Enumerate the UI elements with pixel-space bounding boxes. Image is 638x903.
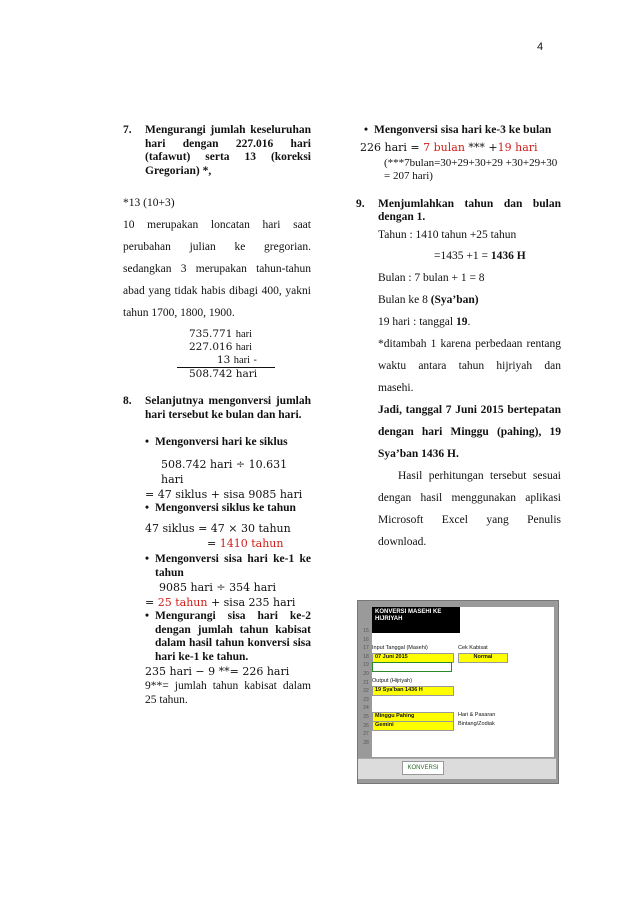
sheet-tab-konversi[interactable]: KONVERSI: [402, 761, 444, 775]
sub-value-1: 735.771: [189, 328, 233, 340]
bullet-dot-icon: •: [364, 124, 369, 136]
note-star: *13 (10+3): [123, 197, 175, 209]
row-number: 28: [363, 739, 369, 746]
bullet-dot-icon: •: [145, 610, 150, 622]
row-numbers: [360, 627, 372, 747]
row-number: 25: [363, 713, 369, 720]
page-number: 4: [537, 41, 544, 53]
bullet-text: Mengonversi hari ke siklus: [155, 436, 288, 448]
spreadsheet: [363, 607, 554, 757]
sheet-tab-bar: [358, 758, 556, 779]
bullet-dot-icon: •: [145, 436, 150, 448]
year-line: Tahun : 1410 tahun +25 tahun: [378, 228, 517, 241]
day-bold: 19: [455, 315, 468, 328]
math-expression: + sisa 235 hari: [207, 596, 296, 609]
unit: hari: [235, 342, 253, 353]
month-note: (***7bulan=30+29+30+29 +30+29+30 = 207 hari): [384, 156, 558, 182]
day-post: .: [467, 315, 471, 328]
row-number: 17: [363, 645, 369, 652]
row-number: 27: [363, 731, 369, 738]
math-expression: 235 hari − 9 **= 226 hari: [145, 665, 290, 678]
math-red-result: 7 bulan: [423, 140, 465, 154]
section-number: 8.: [123, 395, 132, 407]
row-number: 20: [363, 670, 369, 677]
math-line: [145, 521, 311, 551]
section-9-heading: [356, 198, 561, 225]
bullet-dot-icon: •: [145, 501, 150, 514]
day-label: Hari & Pasaran: [458, 712, 496, 718]
selected-cell[interactable]: [372, 662, 452, 672]
excel-screenshot: [357, 600, 559, 784]
bullet-item: [145, 610, 311, 664]
conclusion: Jadi, tanggal 7 Juni 2015 bertepatan dengan hari Minggu (pahing), 19 Sya’ban 1436 H.: [378, 403, 561, 460]
leap-label: Cek Kabisat: [458, 645, 488, 651]
unit: hari: [235, 329, 253, 340]
leap-value-cell: Normal: [458, 653, 508, 663]
section-number: 7.: [123, 124, 132, 136]
month-line: Bulan : 7 bulan + 1 = 8: [378, 271, 485, 284]
subtraction-result: 508.742 hari: [189, 368, 258, 380]
input-value-cell[interactable]: 07 Juni 2015: [372, 653, 454, 663]
math-red-result: 19 hari: [497, 140, 538, 154]
math-eq: =: [207, 537, 220, 550]
math-expression: 9085 hari ÷ 354 hari: [159, 581, 277, 594]
minus-sign: -: [253, 354, 257, 366]
row-number: 21: [363, 679, 369, 686]
bullet-text: Mengonversi sisa hari ke-1 ke tahun: [155, 553, 311, 579]
section-number: 9.: [356, 197, 365, 210]
sub-value-2: 227.016: [189, 341, 233, 353]
row-number: 22: [363, 688, 369, 695]
row-number: 15: [363, 628, 369, 634]
month-k: Bulan ke 8: [378, 293, 431, 306]
zodiac-label: Bintang/Zodiak: [458, 721, 495, 727]
row-number: 24: [363, 705, 369, 712]
math-line: [360, 140, 561, 155]
math-line: [145, 580, 311, 610]
result-text: Hasil perhitungan tersebut sesuai dengan hasil menggunakan aplikasi Microsoft Excel yang Penulis download.: [378, 469, 561, 548]
math-expression: = 47 siklus + sisa 9085 hari: [145, 487, 303, 501]
math-expression: 508.742 hari ÷ 10.631 hari: [161, 457, 288, 486]
math-line: [145, 664, 311, 707]
subtraction-block: [189, 328, 275, 381]
math-eq: =: [145, 596, 158, 609]
note-text: 10 merupakan loncatan hari saat perubahan julian ke gregorian. sedangkan 3 merupakan tahun-tahun abad yang tidak habis dibagi 400, yakni tahun 1700, 1800, 1900.: [123, 219, 311, 319]
section-title: Selanjutnya mengonversi jumlah hari tersebut ke bulan dan hari.: [145, 395, 311, 421]
left-column: [123, 124, 311, 707]
section-title: Mengurangi jumlah keseluruhan hari dengan 227.016 hari (tafawut) serta 13 (koreksi Gregorian) *,: [145, 124, 311, 177]
section-title: Menjumlahkan tahun dan bulan dengan 1.: [378, 197, 561, 223]
day-line: 19 hari : tanggal: [378, 315, 456, 328]
unit: hari: [233, 355, 251, 366]
bullet-item: [145, 553, 311, 580]
input-label: Input Tanggal (Masehi): [372, 645, 428, 651]
zodiac-value-cell: Gemini: [372, 721, 454, 731]
bullet-item: [145, 502, 311, 516]
math-expression: *** +: [464, 140, 498, 154]
row-number: 26: [363, 722, 369, 729]
bullet-item: [364, 124, 561, 138]
row-number: 16: [363, 636, 369, 643]
sub-value-3: 13: [217, 354, 231, 366]
sheet-title: KONVERSI MASEHI KE HIJRIYAH: [372, 607, 460, 633]
section-7-heading: [123, 124, 311, 178]
section-8-heading: [123, 395, 311, 422]
year-result-bold: 1436 H: [490, 249, 526, 262]
math-line: [145, 457, 311, 502]
bullet-text: Mengurangi sisa hari ke-2 dengan jumlah tahun kabisat dalam hasil tahun konversi sisa hari ke-1 ke tahun.: [155, 610, 311, 663]
footnote: 9**= jumlah tahun kabisat dalam 25 tahun.: [145, 680, 311, 706]
row-number: 19: [363, 662, 369, 669]
bullet-text: Mengonversi siklus ke tahun: [155, 501, 296, 514]
bullet-text: Mengonversi sisa hari ke-3 ke bulan: [374, 124, 552, 136]
bullet-item: [145, 436, 311, 450]
output-label: Output (Hijriyah): [372, 678, 413, 684]
math-expression: 47 siklus = 47 × 30 tahun: [145, 522, 291, 535]
row-number: 18: [363, 653, 369, 660]
math-expression: 226 hari =: [360, 140, 424, 154]
math-red-result: 1410 tahun: [219, 537, 284, 550]
bullet-dot-icon: •: [145, 553, 150, 565]
year-result: =1435 +1 =: [434, 249, 491, 262]
output-value-cell: 19 Sya'ban 1436 H: [372, 686, 454, 696]
right-column: [356, 124, 561, 553]
month-k-bold: (Sya’ban): [430, 293, 479, 306]
day-value-cell: Minggu Pahing: [372, 712, 454, 722]
add-note: *ditambah 1 karena perbedaan rentang waktu antara tahun hijriyah dan masehi.: [378, 337, 561, 394]
math-red-result: 25 tahun: [157, 596, 208, 609]
row-number: 23: [363, 696, 369, 703]
